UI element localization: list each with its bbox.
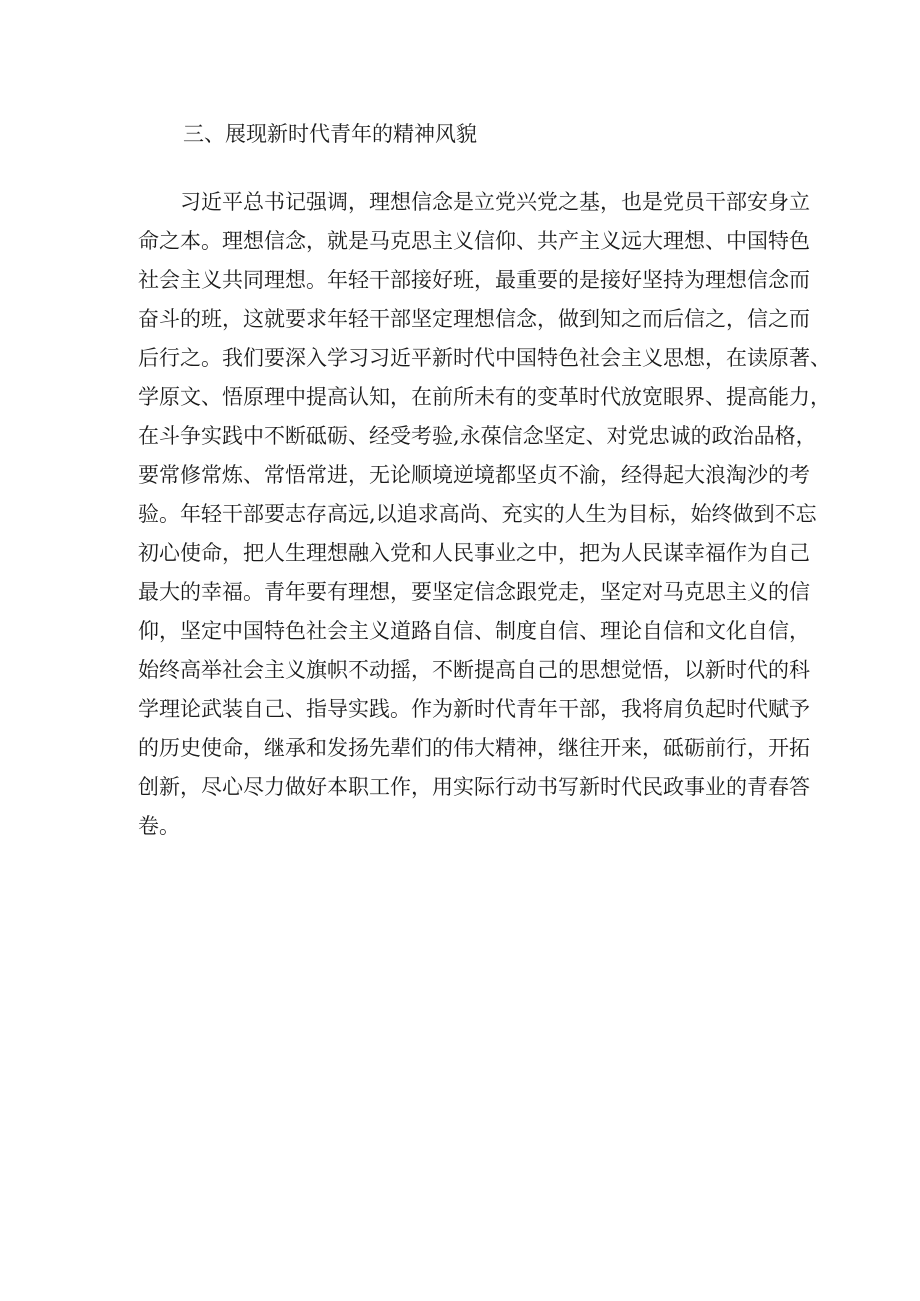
paragraph-line: 命之本。理想信念，就是马克思主义信仰、共产主义远大理想、中国特色 [138, 229, 810, 253]
section-heading: 三、展现新时代青年的精神风貌 [183, 122, 477, 146]
body-paragraph [138, 183, 831, 846]
paragraph-line: 最大的幸福。青年要有理想，要坚定信念跟党走，坚定对马克思主义的信 [138, 580, 810, 604]
paragraph-line: 验。年轻干部要志存高远,以追求高尚、充实的人生为目标，始终做到不忘 [138, 502, 817, 526]
paragraph-line: 卷。 [138, 814, 180, 838]
paragraph-line: 社会主义共同理想。年轻干部接好班，最重要的是接好坚持为理想信念而 [138, 268, 810, 292]
paragraph-line: 学理论武装自己、指导实践。作为新时代青年干部，我将肩负起时代赋予 [138, 697, 810, 721]
paragraph-line: 仰，坚定中国特色社会主义道路自信、制度自信、理论自信和文化自信， [138, 619, 810, 643]
paragraph-line: 始终高举社会主义旗帜不动摇，不断提高自己的思想觉悟，以新时代的科 [138, 658, 810, 682]
paragraph-line: 在斗争实践中不断砥砺、经受考验,永葆信念坚定、对党忠诚的政治品格， [138, 424, 817, 448]
paragraph-line: 学原文、悟原理中提高认知，在前所未有的变革时代放宽眼界、提高能力， [138, 385, 831, 409]
paragraph-line: 后行之。我们要深入学习习近平新时代中国特色社会主义思想，在读原著、 [138, 346, 831, 370]
paragraph-line: 习近平总书记强调，理想信念是立党兴党之基，也是党员干部安身立 [180, 190, 810, 214]
paragraph-line: 初心使命，把人生理想融入党和人民事业之中，把为人民谋幸福作为自己 [138, 541, 810, 565]
paragraph-line: 创新，尽心尽力做好本职工作，用实际行动书写新时代民政事业的青春答 [138, 775, 810, 799]
paragraph-line: 要常修常炼、常悟常进，无论顺境逆境都坚贞不渝，经得起大浪淘沙的考 [138, 463, 810, 487]
paragraph-line: 奋斗的班，这就要求年轻干部坚定理想信念，做到知之而后信之，信之而 [138, 307, 810, 331]
paragraph-line: 的历史使命，继承和发扬先辈们的伟大精神，继往开来，砥砺前行，开拓 [138, 736, 810, 760]
